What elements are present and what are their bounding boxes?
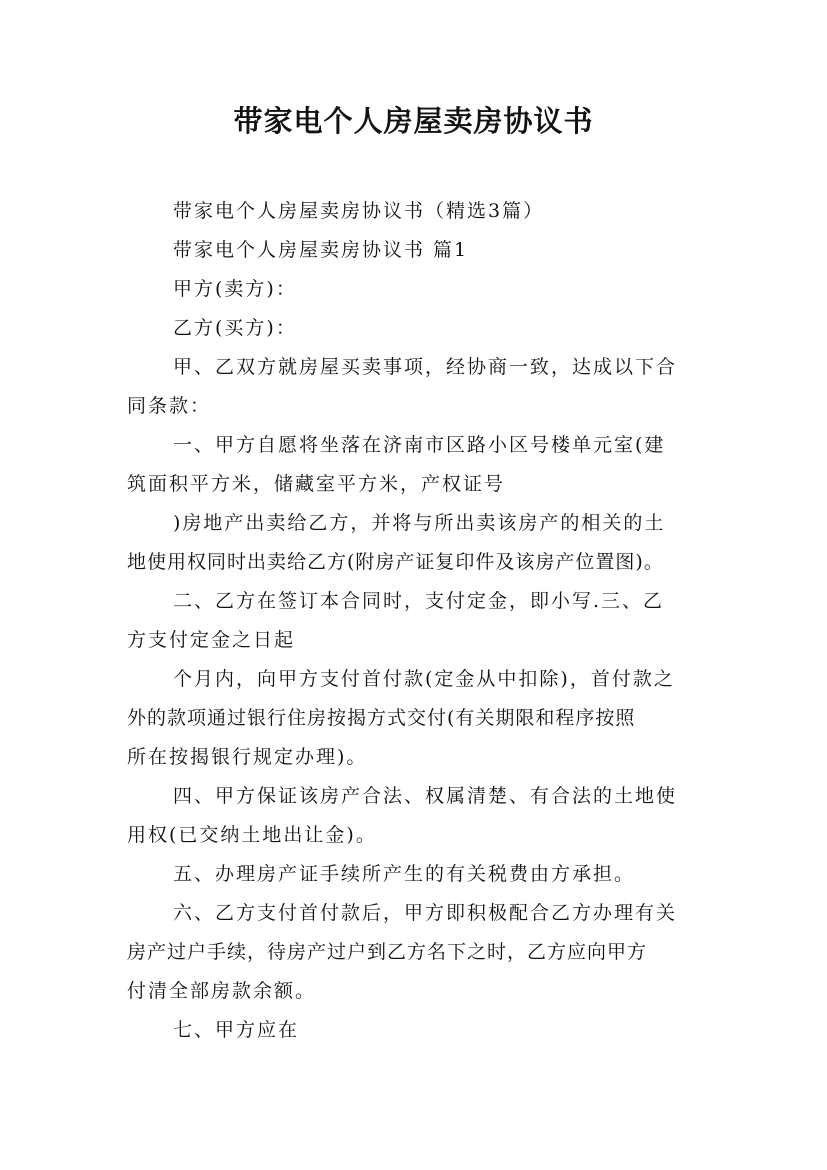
party-b-line: 乙方(买方)：: [173, 317, 297, 339]
paragraph-line: 二、乙方在签订本合同时，支付定金，即小写.三、乙: [173, 590, 665, 612]
paragraph-line: 甲、乙双方就房屋买卖事项，经协商一致，达成以下合: [173, 356, 678, 378]
paragraph-line: 房产过户手续，待房产过户到乙方名下之时，乙方应向甲方: [127, 941, 648, 963]
paragraph-line: 四、甲方保证该房产合法、权属清楚、有合法的土地使: [173, 785, 678, 807]
document-body: [127, 196, 727, 1045]
paragraph-line: 地使用权同时出卖给乙方(附房产证复印件及该房产位置图)。: [127, 551, 664, 573]
document-title: 带家电个人房屋卖房协议书: [233, 104, 594, 138]
subtitle-line: 带家电个人房屋卖房协议书（精选3篇）: [173, 200, 545, 222]
party-a-line: 甲方(卖方)：: [173, 278, 297, 300]
paragraph-line: 同条款：: [127, 395, 212, 417]
paragraph-line: )房地产出卖给乙方，并将与所出卖该房产的相关的土: [173, 512, 666, 534]
paragraph-line: 用权(已交纳土地出让金)。: [127, 824, 377, 846]
paragraph-line: 付清全部房款余额。: [127, 980, 317, 1002]
paragraph-line: 筑面积平方米，储藏室平方米，产权证号: [127, 473, 506, 495]
paragraph-line: 六、乙方支付首付款后，甲方即积极配合乙方办理有关: [173, 902, 678, 924]
section-heading: 带家电个人房屋卖房协议书 篇1: [173, 239, 469, 261]
paragraph-line: 方支付定金之日起: [127, 629, 296, 651]
paragraph-line: 个月内，向甲方支付首付款(定金从中扣除)，首付款之: [173, 668, 675, 690]
paragraph-line: 七、甲方应在: [173, 1019, 300, 1041]
paragraph-line: 五、办理房产证手续所产生的有关税费由方承担。: [173, 863, 636, 885]
paragraph-line: 所在按揭银行规定办理)。: [127, 746, 368, 768]
paragraph-line: 外的款项通过银行住房按揭方式交付(有关期限和程序按照: [127, 707, 636, 729]
paragraph-line: 一、甲方自愿将坐落在济南市区路小区号楼单元室(建: [173, 434, 666, 456]
